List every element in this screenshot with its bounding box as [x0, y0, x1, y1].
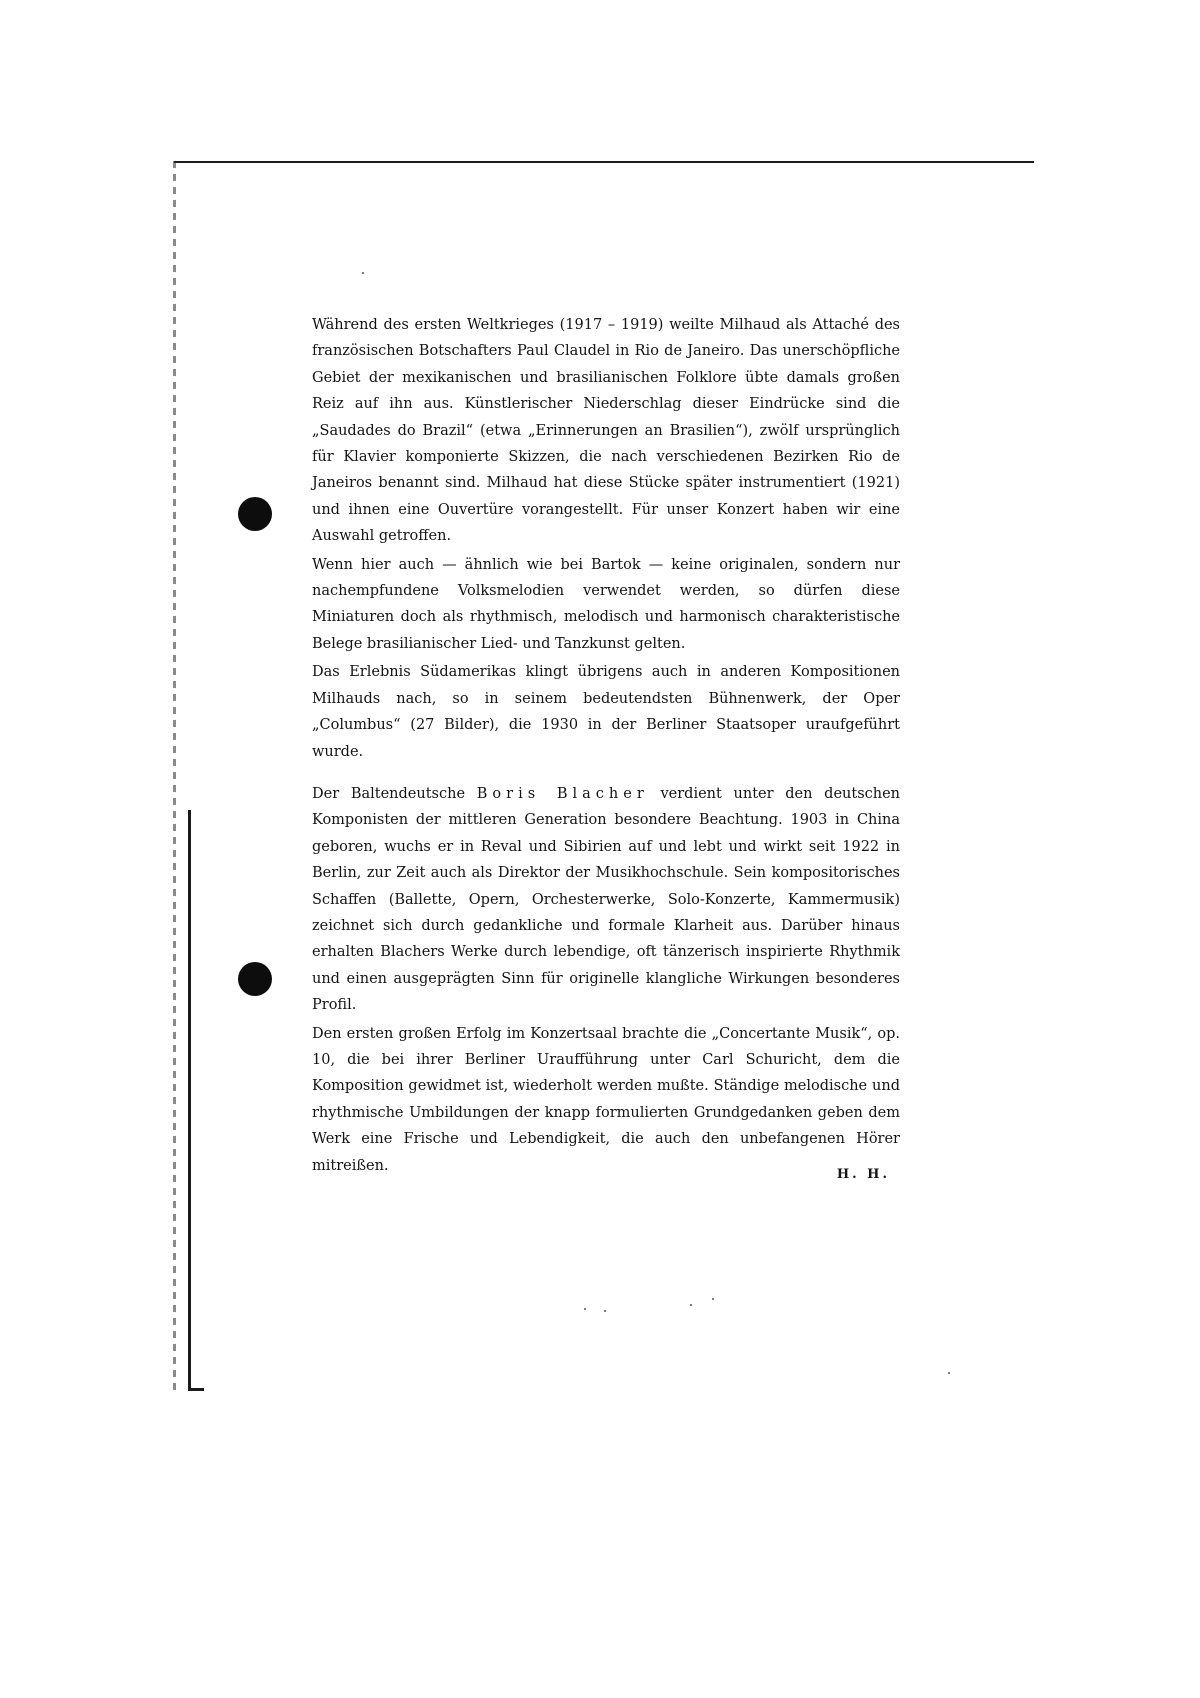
paragraph-blacher-bio — [312, 781, 900, 1019]
scan-speck — [584, 1308, 586, 1310]
composer-name-spaced: Boris Blacher — [476, 785, 649, 802]
page-frame-bottom-tick — [188, 1388, 204, 1391]
paragraph-gap — [312, 767, 900, 781]
paragraph-folk-melodies: Wenn hier auch — ähnlich wie bei Bartok — keine originalen, sondern nur nachempfundene Volksmelodien verwendet werden, so dürfen diese Miniaturen doch als rhythmisch, melodisch und harmonisch charakteristische Belege brasilianischer Lied- und Tanzkunst gelten. — [312, 556, 900, 652]
scan-speck — [604, 1310, 606, 1312]
page-frame-top-rule — [174, 161, 1034, 163]
paragraph-south-america: Das Erlebnis Südamerikas klingt übrigens auch in anderen Kompositionen Milhauds nach, so in seinem bedeutendsten Bühnenwerk, der Oper „Columbus“ (27 Bilder), die 1930 in der Berliner Staatsoper uraufgeführt wurde. — [312, 664, 900, 760]
scan-speck — [712, 1298, 714, 1300]
page-frame-left-rule — [173, 161, 176, 1391]
punch-hole — [238, 962, 272, 996]
blacher-intro: Der Baltendeutsche — [312, 785, 466, 802]
scan-speck — [362, 272, 364, 274]
punch-hole — [238, 497, 272, 531]
page-frame-left-edge — [188, 810, 191, 1390]
scan-speck — [690, 1304, 692, 1306]
scan-speck — [948, 1372, 950, 1374]
blacher-bio-text: verdient unter den deutschen Komponisten der mittleren Generation besondere Beachtung. 1903 in China geboren, wuchs er in Reval und Sibirien auf und lebt und wirkt seit 1922 in Berlin, zur Zeit auch als Direktor der Musikhochschule. Sein kompositorisches Schaffen (Ballette, Opern, Orchesterwerke, Solo-Konzerte, Kammermusik) zeichnet sich durch gedankliche und formale Klarheit aus. Darüber hinaus erhalten Blachers Werke durch lebendige, oft tänzerisch inspirierte Rhythmik und einen ausgeprägten Sinn für originelle klangliche Wirkungen besonderes Profil. — [312, 785, 901, 1014]
author-initials: H. H. — [836, 1167, 890, 1182]
paragraph-milhaud-brazil: Während des ersten Weltkrieges (1917 – 1919) weilte Milhaud als Attaché des französischen Botschafters Paul Claudel in Rio de Janeiro. Das unerschöpfliche Gebiet der mexikanischen und brasilianischen Folklore übte damals großen Reiz auf ihn aus. Künstlerischer Niederschlag dieser Eindrücke sind die „Saudades do Brazil“ (etwa „Erinnerungen an Brasilien“), zwölf ursprünglich für Klavier komponierte Skizzen, die nach verschiedenen Bezirken Rio de Janeiros benannt sind. Milhaud hat diese Stücke später instrumentiert (1921) und ihnen eine Ouvertüre vorangestellt. Für unser Konzert haben wir eine Auswahl getroffen. — [312, 317, 900, 545]
document-body — [312, 312, 900, 1182]
paragraph-concertante-musik: Den ersten großen Erfolg im Konzertsaal brachte die „Concertante Musik“, op. 10, die bei ihrer Berliner Uraufführung unter Carl Schuricht, dem die Komposition gewidmet ist, wiederholt werden mußte. Ständige melodische und rhythmische Umbildungen der knapp formulierten Grundgedanken geben dem Werk eine Frische und Lebendigkeit, die auch den unbefangenen Hörer mitreißen. — [312, 1025, 900, 1174]
